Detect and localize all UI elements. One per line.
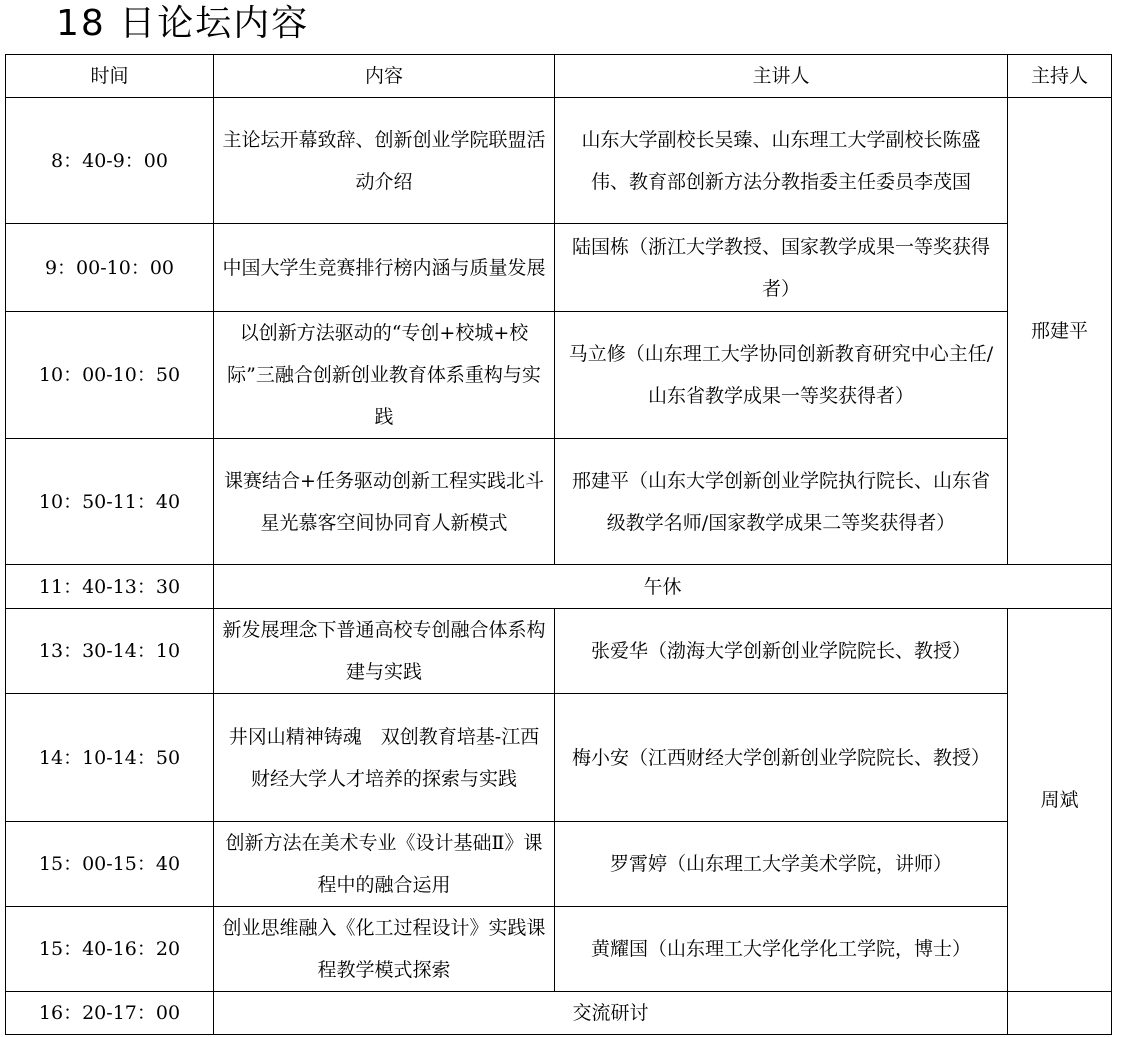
time-cell: 16：20-17：00 <box>6 992 214 1035</box>
lunch-break-cell: 午休 <box>214 565 1112 609</box>
page-title: 18 日论坛内容 <box>56 3 310 44</box>
schedule-table <box>5 54 1112 1035</box>
content-cell: 中国大学生竞赛排行榜内涵与质量发展 <box>214 224 555 312</box>
time-cell: 9：00-10：00 <box>6 224 214 312</box>
content-cell: 主论坛开幕致辞、创新创业学院联盟活动介绍 <box>214 98 555 224</box>
speaker-cell: 马立修（山东理工大学协同创新教育研究中心主任/山东省教学成果一等奖获得者） <box>555 312 1008 439</box>
table-row <box>6 98 1112 224</box>
table-row <box>6 907 1112 992</box>
time-cell: 13：30-14：10 <box>6 609 214 694</box>
content-cell: 井冈山精神铸魂 双创教育培基-江西财经大学人才培养的探索与实践 <box>214 694 555 822</box>
content-cell: 创业思维融入《化工过程设计》实践课程教学模式探索 <box>214 907 555 992</box>
speaker-cell: 梅小安（江西财经大学创新创业学院院长、教授） <box>555 694 1008 822</box>
host-cell-empty <box>1008 992 1112 1035</box>
table-row <box>6 439 1112 565</box>
content-cell: 新发展理念下普通高校专创融合体系构建与实践 <box>214 609 555 694</box>
header-row <box>6 55 1112 98</box>
content-cell: 创新方法在美术专业《设计基础Ⅱ》课程中的融合运用 <box>214 822 555 907</box>
speaker-cell: 罗霄婷（山东理工大学美术学院，讲师） <box>555 822 1008 907</box>
header-content: 内容 <box>214 55 555 98</box>
header-time: 时间 <box>6 55 214 98</box>
table-row <box>6 609 1112 694</box>
time-cell: 10：00-10：50 <box>6 312 214 439</box>
table-row <box>6 312 1112 439</box>
table-row <box>6 822 1112 907</box>
discussion-row <box>6 992 1112 1035</box>
content-cell: 以创新方法驱动的“专创+校城+校际”三融合创新创业教育体系重构与实践 <box>214 312 555 439</box>
speaker-cell: 山东大学副校长吴臻、山东理工大学副校长陈盛伟、教育部创新方法分教指委主任委员李茂国 <box>555 98 1008 224</box>
host-cell-afternoon: 周斌 <box>1008 609 1112 992</box>
speaker-cell: 陆国栋（浙江大学教授、国家教学成果一等奖获得者） <box>555 224 1008 312</box>
time-cell: 11：40-13：30 <box>6 565 214 609</box>
host-cell-morning: 邢建平 <box>1008 98 1112 565</box>
time-cell: 8：40-9：00 <box>6 98 214 224</box>
speaker-cell: 张爱华（渤海大学创新创业学院院长、教授） <box>555 609 1008 694</box>
discussion-cell: 交流研讨 <box>214 992 1008 1035</box>
time-cell: 15：40-16：20 <box>6 907 214 992</box>
header-host: 主持人 <box>1008 55 1112 98</box>
time-cell: 15：00-15：40 <box>6 822 214 907</box>
header-speaker: 主讲人 <box>555 55 1008 98</box>
lunch-row <box>6 565 1112 609</box>
time-cell: 14：10-14：50 <box>6 694 214 822</box>
speaker-cell: 黄耀国（山东理工大学化学化工学院，博士） <box>555 907 1008 992</box>
table-row <box>6 694 1112 822</box>
content-cell: 课赛结合+任务驱动创新工程实践北斗星光慕客空间协同育人新模式 <box>214 439 555 565</box>
speaker-cell: 邢建平（山东大学创新创业学院执行院长、山东省级教学名师/国家教学成果二等奖获得者） <box>555 439 1008 565</box>
time-cell: 10：50-11：40 <box>6 439 214 565</box>
table-row <box>6 224 1112 312</box>
